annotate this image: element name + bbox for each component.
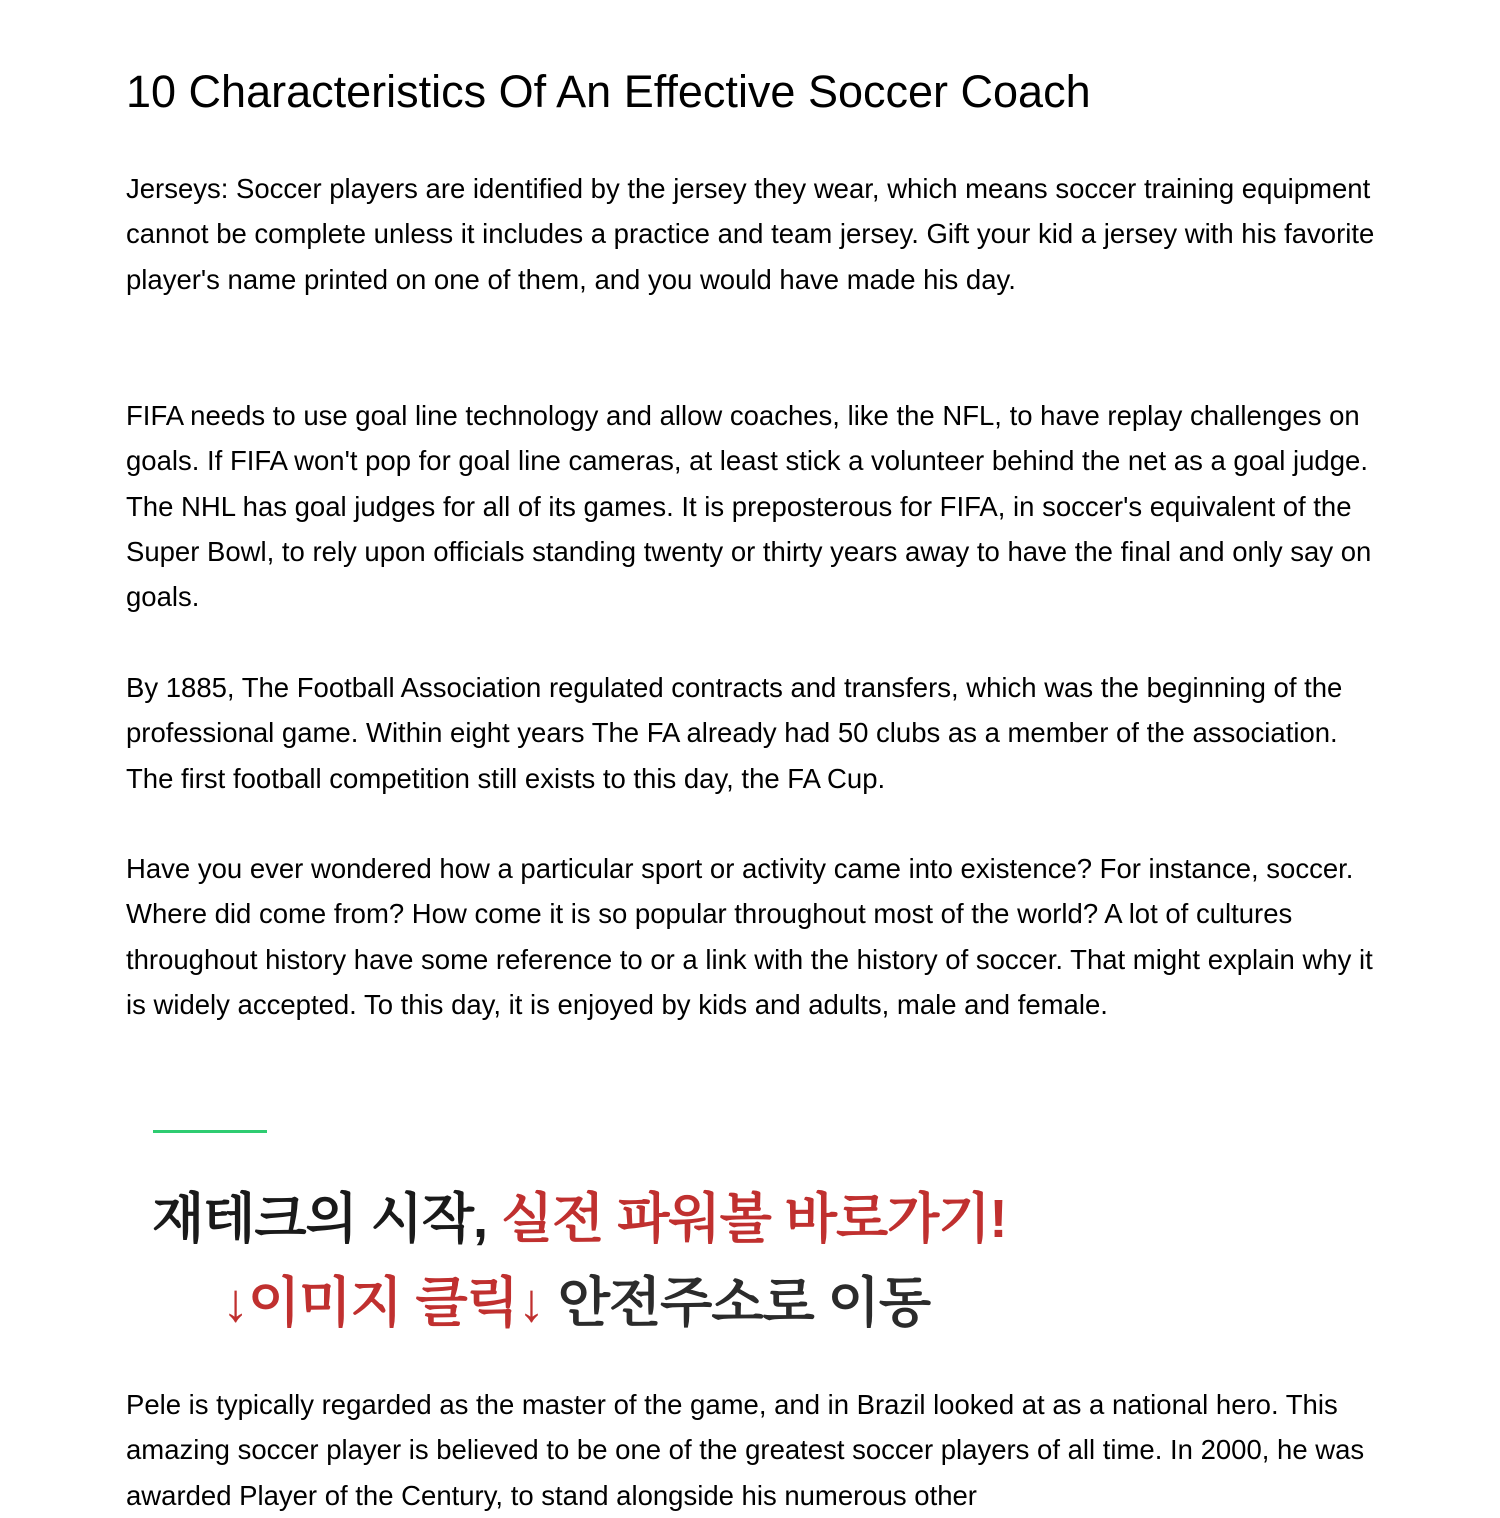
paragraph-jerseys: Jerseys: Soccer players are identified by the jersey they wear, which means soccer training equipment cannot be complete unless it includes a practice and team jersey. Gift your kid a jersey with his favorite player's name printed on one of them, and you would have made his day.	[126, 173, 1375, 295]
banner-line2-red-text: ↓이미지 클릭↓	[222, 1273, 544, 1333]
banner-line2-black-text: 안전주소로 이동	[543, 1273, 930, 1333]
banner-line1-black-text: 재테크의 시작,	[152, 1189, 501, 1249]
paragraph-football-association: By 1885, The Football Association regulated contracts and transfers, which was the beginning of the professional game. Within eight years The FA already had 50 clubs as a member of the association. The first football competition still exists to this day, the FA Cup.	[126, 672, 1343, 794]
banner-line1-red-text: 실전 파워볼 바로가기!	[501, 1189, 1007, 1249]
paragraph-fifa: FIFA needs to use goal line technology and allow coaches, like the NFL, to have replay challenges on goals. If FIFA won't pop for goal line cameras, at least stick a volunteer behind the net as a goal judge. The NHL has goal judges for all of its games. It is preposterous for FIFA, in soccer's equivalent of the Super Bowl, to rely upon officials standing twenty or thirty years away to have the final and only say on goals.	[126, 400, 1372, 613]
paragraph-history: Have you ever wondered how a particular sport or activity came into existence? For instance, soccer. Where did come from? How come it is so popular throughout most of the world? A lot of cultures throughout history have some reference to or a link with the history of soccer. That might explain why it is widely accepted. To this day, it is enjoyed by kids and adults, male and female.	[126, 853, 1373, 1020]
promo-banner-image-link[interactable]	[152, 1120, 1032, 1350]
paragraph-pele: Pele is typically regarded as the master of the game, and in Brazil looked at as a national hero. This amazing soccer player is believed to be one of the greatest soccer players of all time. In 2000, he was awarded Player of the Century, to stand alongside his numerous other	[126, 1389, 1365, 1511]
page-title: 10 Characteristics Of An Effective Soccer Coach	[126, 66, 1091, 117]
green-divider-line	[153, 1130, 267, 1133]
banner-line-2	[222, 1268, 930, 1338]
banner-line-1	[152, 1184, 1006, 1254]
